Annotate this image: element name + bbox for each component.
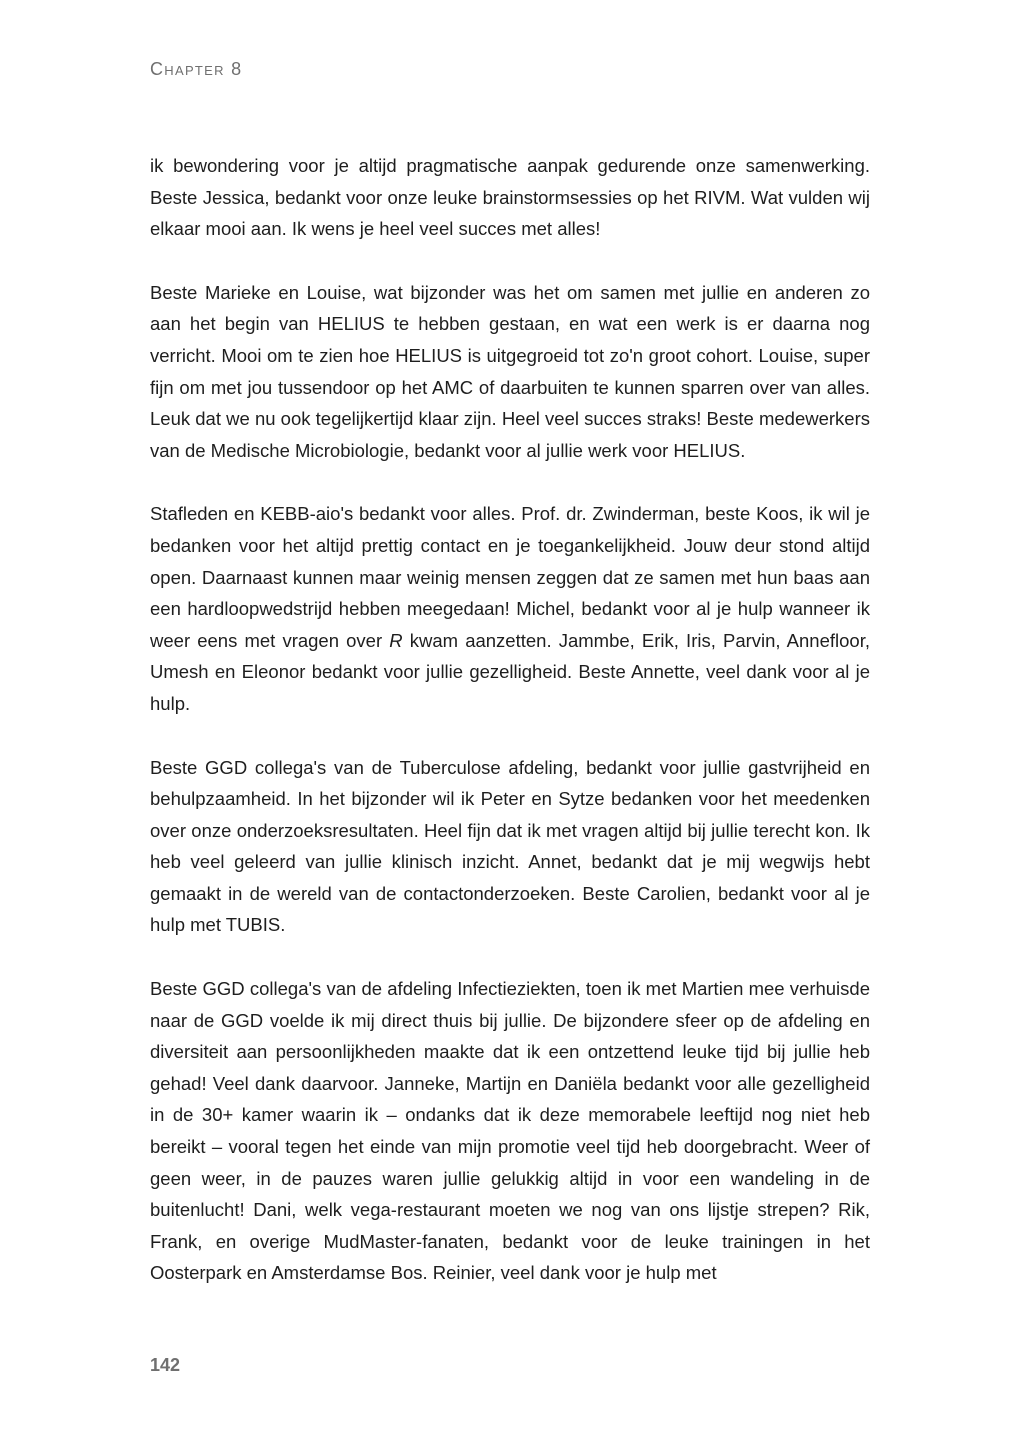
paragraph-5: Beste GGD collega's van de afdeling Infectieziekten, toen ik met Martien mee verhuisde naar de GGD voelde ik mij direct thuis bij jullie. De bijzondere sfeer op de afdeling en diversiteit aan persoonlijkheden maakte dat ik een ontzettend leuke tijd bij jullie heb gehad! Veel dank daarvoor. Janneke, Martijn en Daniëla bedankt voor alle gezelligheid in de 30+ kamer waarin ik – ondanks dat ik deze memorabele leeftijd nog niet heb bereikt – vooral tegen het einde van mijn promotie veel tijd heb doorgebracht. Weer of geen weer, in de pauzes waren jullie gelukkig altijd in voor een wandeling in de buitenlucht! Dani, welk vega-restaurant moeten we nog van ons lijstje strepen? Rik, Frank, en overige MudMaster-fanaten, bedankt voor de leuke trainingen in het Oosterpark en Amsterdamse Bos. Reinier, veel dank voor je hulp met: [150, 978, 870, 1284]
page-number: 142: [150, 1355, 181, 1375]
paragraph-3-text-before: Stafleden en KEBB-aio's bedankt voor alles. Prof. dr. Zwinderman, beste Koos, ik wil je bedanken voor het altijd prettig contact en je toegankelijkheid. Jouw deur stond altijd open. Daarnaast kunnen maar weinig mensen zeggen dat ze samen met hun baas aan een hardloopwedstrijd hebben meegedaan! Michel, bedankt voor al je hulp wanneer ik weer eens met vragen over: [150, 503, 870, 651]
paragraph-4: Beste GGD collega's van de Tuberculose afdeling, bedankt voor jullie gastvrijheid en behulpzaamheid. In het bijzonder wil ik Peter en Sytze bedanken voor het meedenken over onze onderzoeksresultaten. Heel fijn dat ik met vragen altijd bij jullie terecht kon. Ik heb veel geleerd van jullie klinisch inzicht. Annet, bedankt dat je mij wegwijs hebt gemaakt in de wereld van de contactonderzoeken. Beste Carolien, bedankt voor al je hulp met TUBIS.: [150, 756, 870, 936]
paragraph-2: Beste Marieke en Louise, wat bijzonder was het om samen met jullie en anderen zo aan het begin van HELIUS te hebben gestaan, en wat een werk is er daarna nog verricht. Mooi om te zien hoe HELIUS is uitgegroeid tot zo'n groot cohort. Louise, super fijn om met jou tussendoor op het AMC of daarbuiten te kunnen sparren over van alles. Leuk dat we nu ook tegelijkertijd klaar zijn. Heel veel succes straks! Beste medewerkers van de Medische Microbiologie, bedankt voor al jullie werk voor HELIUS.: [150, 281, 870, 461]
paragraph-3-italic-r: R: [389, 629, 403, 651]
paragraph-1: ik bewondering voor je altijd pragmatische aanpak gedurende onze samenwerking. Beste Jessica, bedankt voor onze leuke brainstormsessies op het RIVM. Wat vulden wij elkaar mooi aan. Ik wens je heel veel succes met alles!: [150, 155, 870, 240]
paragraph-3: [150, 498, 870, 719]
body-text: [150, 150, 870, 1321]
chapter-header: Chapter 8: [150, 59, 243, 79]
paragraph-3-text-after: kwam aanzetten. Jammbe, Erik, Iris, Parvin, Annefloor, Umesh en Eleonor bedankt voor jullie gezelligheid. Beste Annette, veel dank voor al je hulp.: [150, 629, 870, 714]
